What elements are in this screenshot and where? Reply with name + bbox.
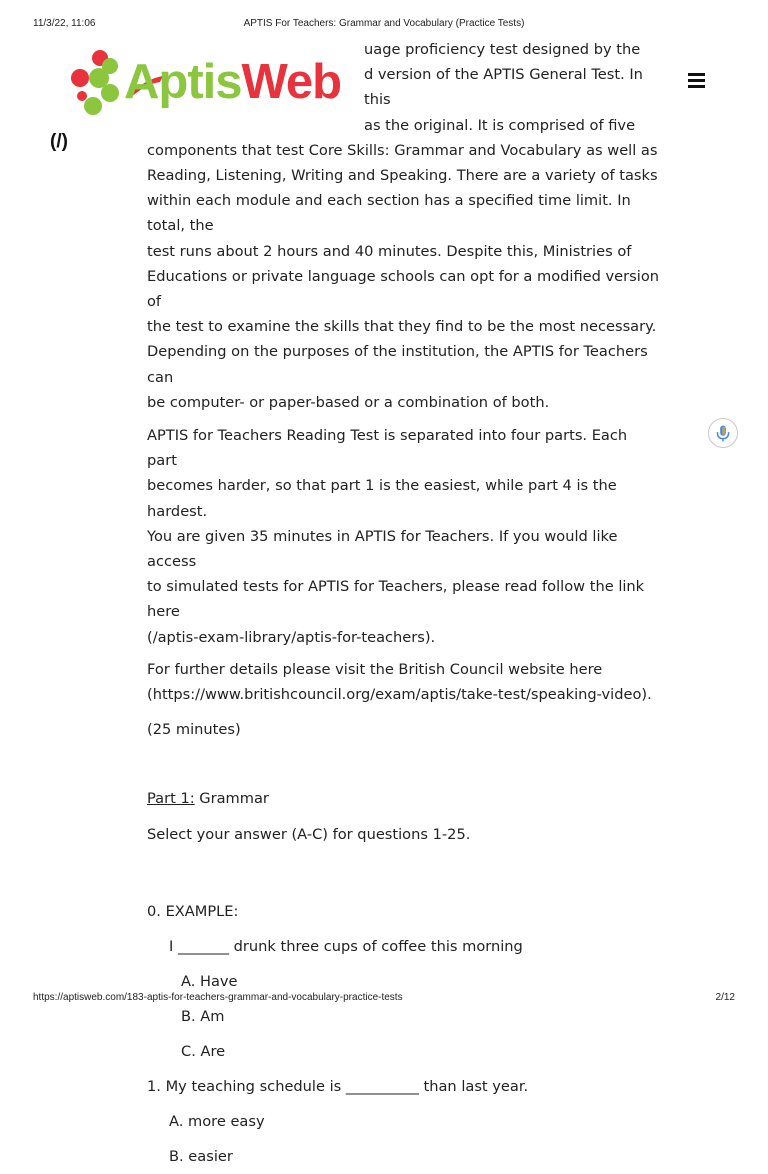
text-line: Depending on the purposes of the institution, the APTIS for Teachers can: [147, 343, 648, 386]
question-heading: [147, 1069, 659, 1104]
details-paragraph: [147, 657, 659, 707]
question-1: [147, 1069, 659, 1174]
question-sentence: My teaching schedule is __________ than last year.: [165, 1077, 529, 1095]
text-line: components that test Core Skills: Grammar and Vocabulary as well as: [147, 141, 658, 159]
question-number: 0.: [147, 902, 161, 920]
text-line: Educations or private language schools can opt for a modified version of: [147, 267, 659, 311]
answer-option[interactable]: B. easier: [169, 1147, 233, 1165]
text-line: test runs about 2 hours and 40 minutes. Despite this, Ministries of: [147, 242, 632, 260]
print-page-number: 2/12: [715, 992, 735, 1003]
text-line: Reading, Listening, Writing and Speaking. There are a variety of tasks: [147, 167, 658, 185]
print-datetime: 11/3/22, 11:06: [33, 18, 96, 29]
logo-wordmark[interactable]: [124, 54, 341, 110]
answer-option[interactable]: A. Have: [181, 972, 238, 990]
logo-text-aptis: Aptis: [124, 55, 242, 109]
answer-option[interactable]: B. Am: [181, 1007, 225, 1025]
answer-option[interactable]: C. Are: [181, 1042, 226, 1060]
text-line: be computer- or paper-based or a combination of both.: [147, 393, 550, 411]
part-heading: [147, 786, 659, 811]
article-content: [147, 37, 659, 1174]
text-line: APTIS for Teachers Reading Test is separated into four parts. Each part: [147, 427, 628, 470]
microphone-icon[interactable]: [708, 418, 738, 448]
text-line: uage proficiency test designed by the: [364, 41, 641, 58]
example-label: EXAMPLE:: [165, 902, 239, 920]
print-url: https://aptisweb.com/183-aptis-for-teachers-grammar-and-vocabulary-practice-tests: [33, 992, 403, 1003]
part-name: Grammar: [194, 790, 269, 808]
text-line: You are given 35 minutes in APTIS for Teachers. If you would like access: [147, 527, 618, 571]
print-title: APTIS For Teachers: Grammar and Vocabulary (Practice Tests): [243, 18, 525, 29]
example-sentence: I _______ drunk three cups of coffee this morning: [169, 937, 523, 955]
home-link[interactable]: (/): [50, 131, 68, 152]
duration-text: (25 minutes): [147, 721, 241, 739]
text-line: d version of the APTIS General Test. In this: [364, 66, 643, 109]
answer-option[interactable]: A. more easy: [169, 1112, 265, 1130]
hamburger-menu-icon[interactable]: [688, 73, 705, 88]
text-line: as the original. It is comprised of five: [364, 116, 636, 134]
reading-paragraph: [147, 423, 659, 650]
text-line: becomes harder, so that part 1 is the easiest, while part 4 is the hardest.: [147, 477, 617, 520]
instruction-text: Select your answer (A-C) for questions 1-25.: [147, 825, 471, 843]
text-line: within each module and each section has a specified time limit. In total, the: [147, 192, 631, 235]
part-label: Part 1:: [147, 790, 195, 808]
teachers-library-link[interactable]: (/aptis-exam-library/aptis-for-teachers).: [147, 628, 436, 646]
question-number: 1.: [147, 1077, 161, 1095]
text-line: the test to examine the skills that they find to be the most necessary.: [147, 318, 657, 336]
text-line: For further details please visit the British Council website here: [147, 660, 603, 678]
logo-text-web: Web: [241, 55, 342, 109]
example-heading: [147, 894, 659, 929]
text-line: to simulated tests for APTIS for Teachers, please read follow the link here: [147, 578, 645, 621]
british-council-link[interactable]: (https://www.britishcouncil.org/exam/aptis/take-test/speaking-video).: [147, 686, 652, 704]
example-question: [147, 894, 659, 1069]
